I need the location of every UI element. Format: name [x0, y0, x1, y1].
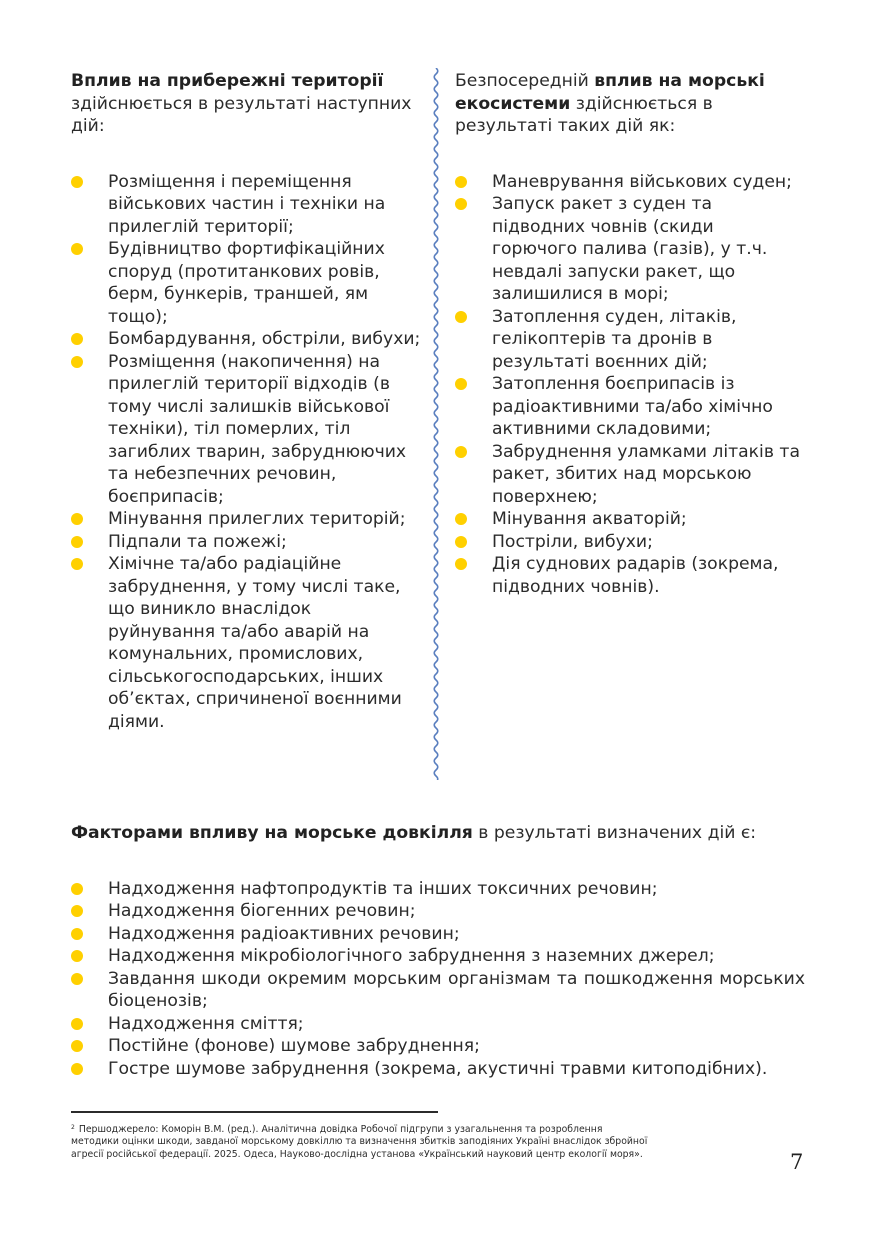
bullet-icon [71, 356, 83, 368]
bullet-icon [455, 198, 467, 210]
list-item: Завдання шкоди окремим морським організмам та пошкодження морських біоценозів; [71, 968, 805, 1013]
list-item: Запуск ракет з суден та підводних човнів (скиди горючого палива (газів), у т.ч. невдалі запуски ракет, що залишилися в морі; [455, 193, 800, 306]
right-intro [455, 70, 800, 138]
list-item: Надходження біогенних речовин; [71, 900, 805, 923]
footnote [71, 1122, 651, 1161]
bullet-icon [455, 176, 467, 188]
bottom-intro-rest: в результаті визначених дій є: [472, 823, 757, 843]
footnote-marker: 2 [71, 1124, 75, 1131]
bullet-icon [455, 311, 467, 323]
bullet-icon [71, 558, 83, 570]
left-intro-rest: здійснюється в результаті наступних дій: [71, 93, 412, 136]
bottom-intro-bold: Факторами впливу на морське довкілля [71, 823, 473, 843]
footnote-text: Першоджерело: Коморін В.М. (ред.). Аналітична довідка Робочої підгрупи з узагальнення та розроблення методики оцінки шкоди, завданої морському довкіллю та визначення збитків заподіяних Україні внаслідок збройної агресії російської федерації. 2025. Одеса, Науково-дослідна установа «Український науковий центр екології моря». [71, 1124, 648, 1160]
bullet-icon [455, 378, 467, 390]
right-column [455, 70, 800, 598]
list-item: Затоплення боєприпасів із радіоактивними та/або хімічно активними складовими; [455, 373, 800, 441]
bullet-icon [71, 176, 83, 188]
right-intro-bold: вплив на морські екосистеми [455, 71, 765, 114]
bullet-icon [71, 1040, 83, 1052]
bullet-icon [71, 1018, 83, 1030]
right-intro-pre: Безпосередній [455, 71, 595, 91]
list-item: Розміщення і переміщення військових частин і техніки на прилеглій території; [71, 171, 421, 239]
list-item: Надходження нафтопродуктів та інших токсичних речовин; [71, 878, 805, 901]
left-intro [71, 70, 421, 138]
list-item: Бомбардування, обстріли, вибухи; [71, 328, 421, 351]
bottom-intro [71, 822, 805, 845]
left-intro-bold: Вплив на прибережні території [71, 71, 384, 91]
list-item: Розміщення (накопичення) на прилеглій території відходів (в тому числі залишків військової техніки), тіл померлих, тіл загиблих тварин, забруднюючих та небезпечних речовин, боєприпасів; [71, 351, 421, 509]
list-item: Надходження сміття; [71, 1013, 805, 1036]
bullet-icon [71, 928, 83, 940]
bullet-icon [455, 558, 467, 570]
bullet-icon [71, 536, 83, 548]
bullet-icon [455, 513, 467, 525]
list-item: Постійне (фонове) шумове забруднення; [71, 1035, 805, 1058]
list-item: Забруднення уламками літаків та ракет, збитих над морською поверхнею; [455, 441, 800, 509]
bullet-icon [71, 243, 83, 255]
list-item: Гостре шумове забруднення (зокрема, акустичні травми китоподібних). [71, 1058, 805, 1081]
list-item: Мінування акваторій; [455, 508, 800, 531]
list-item: Мінування прилеглих територій; [71, 508, 421, 531]
bullet-icon [455, 446, 467, 458]
bullet-icon [71, 1063, 83, 1075]
bullet-icon [71, 513, 83, 525]
list-item: Надходження радіоактивних речовин; [71, 923, 805, 946]
left-column [71, 70, 421, 733]
bullet-icon [71, 950, 83, 962]
page-number: 7 [790, 1150, 804, 1174]
list-item: Маневрування військових суден; [455, 171, 800, 194]
list-item: Постріли, вибухи; [455, 531, 800, 554]
list-item: Затоплення суден, літаків, гелікоптерів та дронів в результаті воєнних дій; [455, 306, 800, 374]
bottom-bullet-list [71, 878, 805, 1081]
bullet-icon [71, 883, 83, 895]
wavy-divider [430, 68, 442, 780]
right-bullet-list [455, 171, 800, 599]
bottom-section [71, 822, 805, 1080]
bullet-icon [71, 905, 83, 917]
list-item: Підпали та пожежі; [71, 531, 421, 554]
left-bullet-list [71, 171, 421, 734]
list-item: Хімічне та/або радіаційне забруднення, у тому числі таке, що виникло внаслідок руйнування та/або аварій на комунальних, промислових, сільськогосподарських, інших об’єктах, спричиненої воєнними діями. [71, 553, 421, 733]
list-item: Дія суднових радарів (зокрема, підводних човнів). [455, 553, 800, 598]
list-item: Надходження мікробіологічного забруднення з наземних джерел; [71, 945, 805, 968]
bullet-icon [71, 973, 83, 985]
footnote-separator [71, 1111, 438, 1113]
bullet-icon [455, 536, 467, 548]
bullet-icon [71, 333, 83, 345]
list-item: Будівництво фортифікаційних споруд (протитанкових ровів, берм, бункерів, траншей, ям тощо); [71, 238, 421, 328]
right-intro-rest: здійснюється в результаті таких дій як: [455, 93, 713, 136]
